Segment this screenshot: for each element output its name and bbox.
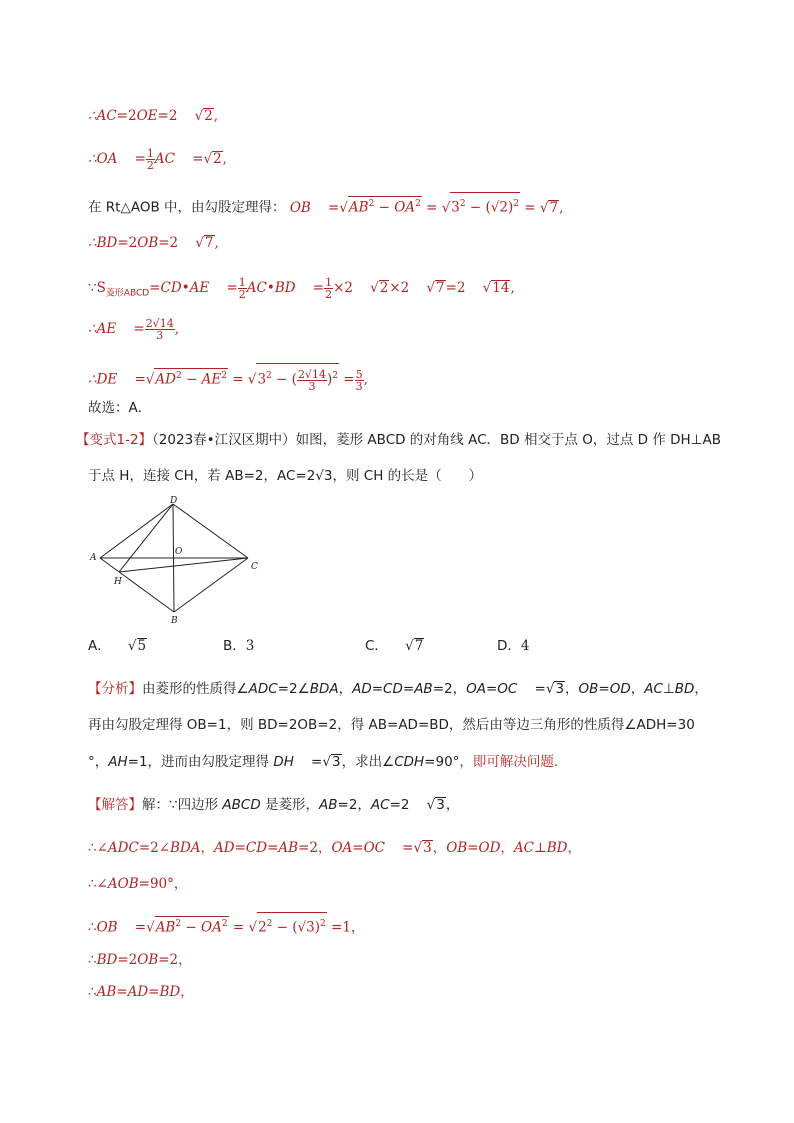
problem-source: （2023春•江汉区期中） <box>152 432 296 448</box>
analysis-line-2: 再由勾股定理得 OB=1，则 BD=2OB=2，得 AB=AD=BD，然后由等边三角形的性质得∠ADH=30 <box>88 717 695 733</box>
option-c[interactable]: C． √7 <box>365 638 424 654</box>
solution-line-1: 【解答】解：∵四边形 ABCD 是菱形，AB=2，AC=2 √3， <box>88 797 460 813</box>
area-subscript: 菱形ABCD <box>105 288 150 299</box>
solution-line-ob: 在 Rt△AOB 中，由勾股定理得： OB $=√AB^2 - OA^2 = √3^2 - (√2)^2 = √7$, <box>88 192 563 219</box>
diagonal-bd <box>173 504 174 612</box>
area-prefix: ∵S <box>88 280 106 296</box>
solution-line-de: ∴DE $=√AD^2 - AE^2 = √3^2$ − ( $\frac{2√14}{3}$ )$^2$ = $\frac{5}{3}$ , <box>88 363 368 392</box>
solution-line-3: ∴∠AOB=90°， <box>88 876 188 892</box>
problem-line-2: 于点 H，连接 CH，若 AB=2，AC=2√3，则 CH 的长是（ ） <box>88 468 483 484</box>
segment-ch <box>119 558 248 572</box>
solution-line-6: ∴AB=AD=BD， <box>88 984 194 1000</box>
solution-line-ac: ∴AC=2OE=2 √2, <box>88 108 219 124</box>
answer-line: 故选：A． <box>88 400 152 416</box>
label-d: D <box>170 496 178 506</box>
label-b: B <box>171 616 178 626</box>
solution-line-4: ∴OB $=√AB^2 - OA^2 = √2^2 - (√3)^2 =1$， <box>88 912 364 939</box>
edge-cb <box>174 558 248 612</box>
edge-ba <box>100 558 174 612</box>
solution-line-5: ∴BD=2OB=2， <box>88 952 192 968</box>
pythagoras-intro: 在 Rt△AOB 中，由勾股定理得： <box>88 199 286 216</box>
problem-text-1: 如图，菱形 ABCD 的对角线 AC．BD 相交于点 O，过点 D 作 DH⊥AB <box>295 432 721 448</box>
label-c: C <box>251 562 258 572</box>
label-a: A <box>90 553 97 563</box>
option-a[interactable]: A． √5 <box>88 638 147 654</box>
option-d[interactable]: D．4 <box>497 638 530 654</box>
option-b[interactable]: B．3 <box>223 638 255 654</box>
edge-dc <box>173 504 248 558</box>
solution-line-area: $\because S_{菱形ABCD}=CD•AE$ = $\frac{1}{2}$ AC•BD = $\frac{1}{2}$ ×2 √2×2 √7=2 √14, <box>88 276 515 301</box>
problem-tag: 【变式1-2】 <box>76 432 153 448</box>
solution-line-bd: ∴BD=2OB=2 √7, <box>88 235 219 251</box>
rhombus-figure <box>88 496 266 628</box>
label-o: O <box>175 547 183 557</box>
solution-tag: 【解答】 <box>88 797 142 813</box>
solution-line-ae: ∴AE = $\frac{2√14}{3}$ , <box>88 317 179 342</box>
solution-line-oa: ∴OA = $\frac{1}{2}$ AC =√2, <box>88 147 227 172</box>
analysis-line-3: °，AH=1，进而由勾股定理得 DH =√3，求出∠CDH=90°，即可解决问题． <box>88 754 568 770</box>
solution-line-2: ∴∠ADC=2∠BDA，AD=CD=AB=2，OA=OC =√3，OB=OD，AC⊥BD， <box>88 840 581 856</box>
label-h: H <box>114 577 122 587</box>
analysis-line-1: 【分析】由菱形的性质得∠ADC=2∠BDA，AD=CD=AB=2，OA=OC =√3，OB=OD，AC⊥BD， <box>88 681 708 697</box>
analysis-tag: 【分析】 <box>88 681 142 697</box>
problem-line-1 <box>76 430 721 450</box>
analysis-conclusion: ，即可解决问题． <box>459 754 568 770</box>
